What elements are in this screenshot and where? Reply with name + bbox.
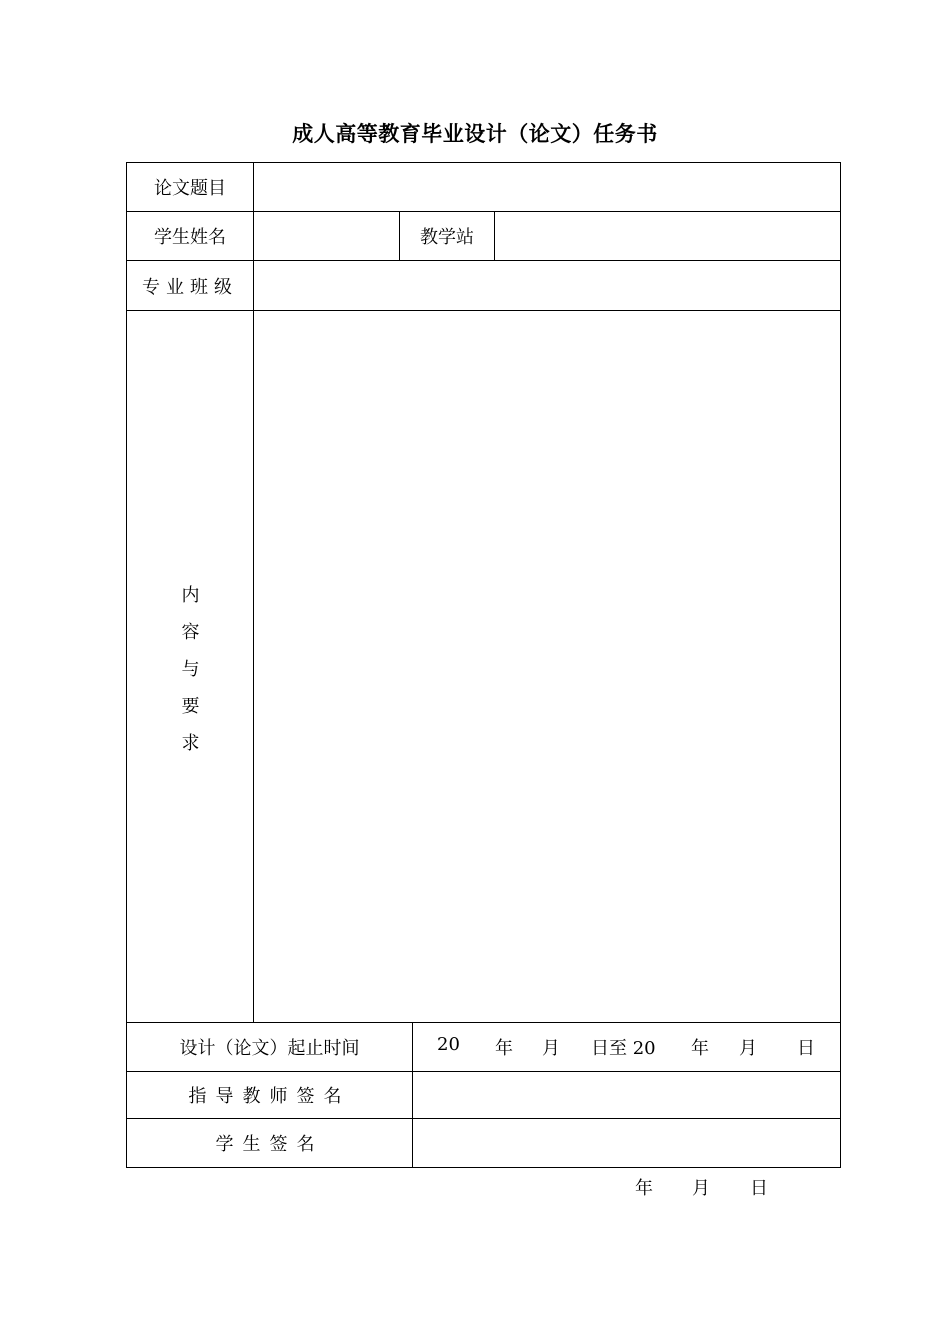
content-requirements-char: 求: [181, 733, 200, 754]
content-requirements-char: 容: [181, 622, 200, 643]
footer-month-unit: 月: [692, 1178, 710, 1199]
table-right-border: [840, 162, 841, 1168]
advisor-signature-field[interactable]: [413, 1072, 840, 1118]
period-month-unit: 月: [542, 1038, 560, 1059]
period-year-unit: 年: [495, 1038, 513, 1059]
student-signature-field[interactable]: [413, 1119, 840, 1167]
table-bottom-border: [126, 1167, 841, 1168]
student-signature-label: 学生签名: [215, 1134, 324, 1155]
content-requirements-field[interactable]: [254, 311, 840, 1022]
period-year-prefix: 20: [437, 1034, 460, 1055]
footer-day-unit: 日: [750, 1178, 768, 1199]
station-label: 教学站: [420, 227, 474, 248]
thesis-title-label: 论文题目: [154, 178, 226, 199]
major-class-field[interactable]: [254, 261, 840, 310]
station-field[interactable]: [495, 212, 840, 260]
content-requirements-char: 要: [181, 696, 200, 717]
period-year-unit: 年: [691, 1038, 709, 1059]
major-class-label: 专业班级: [142, 276, 238, 298]
page-title: 成人高等教育毕业设计（论文）任务书: [292, 122, 658, 146]
footer-year-unit: 年: [635, 1178, 653, 1199]
period-label: 设计（论文）起止时间: [179, 1038, 360, 1059]
content-requirements-label: [127, 577, 254, 762]
content-requirements-char: 与: [181, 659, 200, 680]
content-requirements-char: 内: [181, 585, 200, 606]
student-name-label: 学生姓名: [154, 227, 226, 248]
student-name-field[interactable]: [254, 212, 399, 260]
thesis-title-field[interactable]: [254, 163, 840, 211]
period-to-label: 日至 20: [591, 1038, 656, 1059]
period-month-unit: 月: [739, 1038, 757, 1059]
advisor-signature-label: 指导教师签名: [188, 1086, 351, 1107]
period-day-unit: 日: [797, 1038, 815, 1059]
